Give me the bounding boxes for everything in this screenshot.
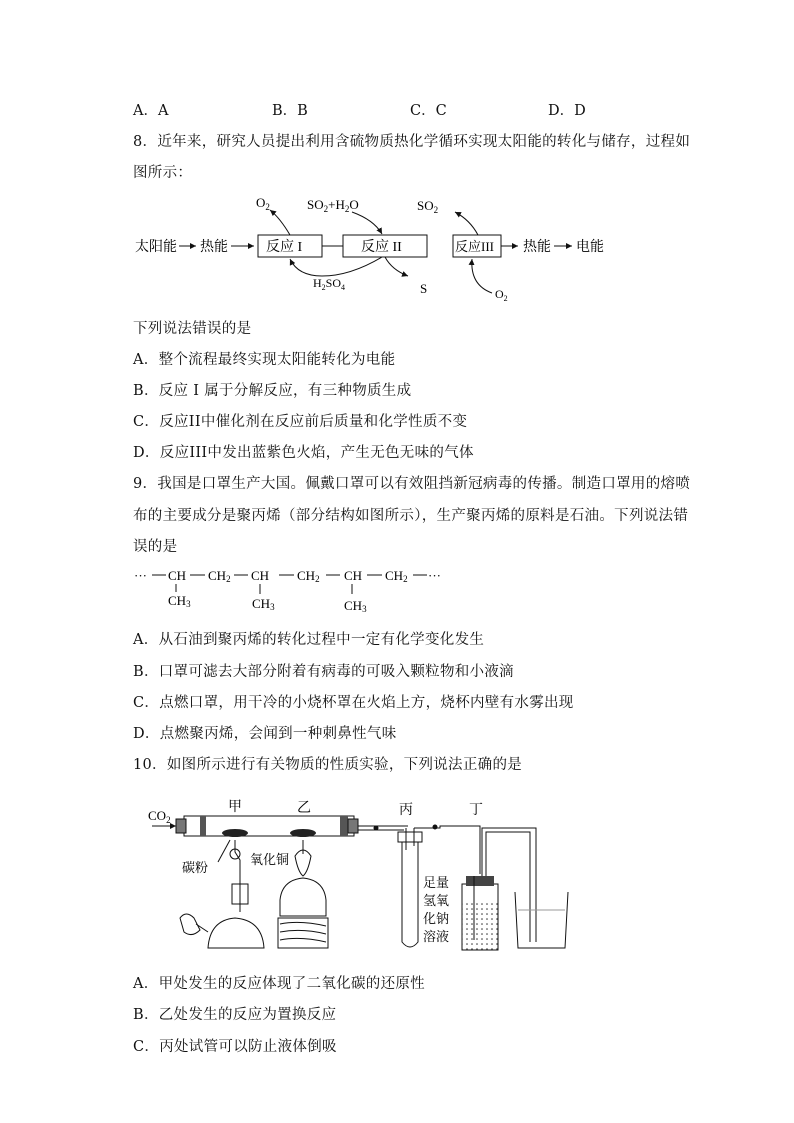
solar-energy-label: 太阳能 <box>135 240 177 255</box>
label-jia: 甲 <box>228 800 242 815</box>
arrow-s-out <box>385 257 408 276</box>
connector-tube-2 <box>414 826 480 874</box>
label-ding: 丁 <box>469 803 483 818</box>
q8-option-a: A．整个流程最终实现太阳能转化为电能 <box>133 352 396 368</box>
test-tube-stopper <box>398 832 422 842</box>
label-yi: 乙 <box>297 801 311 816</box>
naoh-label-2: 氢氧 <box>423 893 450 908</box>
q8-option-c: C．反应II中催化剂在反应前后质量和化学性质不变 <box>133 414 468 430</box>
q8-option-d: D．反应III中发出蓝紫色火焰，产生无色无味的气体 <box>133 445 474 461</box>
q10-stem: 10．如图所示进行有关物质的性质实验，下列说法正确的是 <box>133 757 523 773</box>
q9-stem-line2: 布的主要成分是聚丙烯（部分结构如图所示），生产聚丙烯的原料是石油。下列说法错 <box>133 508 689 524</box>
q9-option-b: B．口罩可滤去大部分附着有病毒的可吸入颗粒物和小液滴 <box>133 664 514 680</box>
q9-option-c: C．点燃口罩，用干冷的小烧杯罩在火焰上方，烧杯内壁有水雾出现 <box>133 695 574 711</box>
q10-option-c: C．丙处试管可以防止液体倒吸 <box>133 1039 337 1055</box>
alcohol-lamp <box>280 878 326 916</box>
q9-stem-line1: 9．我国是口罩生产大国。佩戴口罩可以有效阻挡新冠病毒的传播。制造口罩用的熔喷 <box>133 476 691 492</box>
so2-h2o-label: $SO_2+H_2O$ <box>307 197 359 214</box>
ch-group-1: CH <box>168 568 187 583</box>
ch3-branch-2: CH3 <box>252 596 275 612</box>
q10-option-b: B．乙处发生的反应为置换反应 <box>133 1007 337 1023</box>
burner-base <box>208 918 264 948</box>
chain-dots-right: ··· <box>428 568 441 583</box>
ch2-group-3: CH2 <box>385 568 408 584</box>
label-bing: 丙 <box>399 803 413 818</box>
arrow-o2-in <box>472 259 492 293</box>
q9-option-a: A．从石油到聚丙烯的转化过程中一定有化学变化发生 <box>133 632 485 648</box>
heat-energy-label-1: 热能 <box>200 240 228 255</box>
copper-oxide <box>290 829 316 837</box>
ch2-group-2: CH2 <box>297 568 320 584</box>
chain-dots-left: ··· <box>134 568 147 583</box>
carbon-pointer <box>218 840 230 862</box>
q8-stem-line2: 图所示： <box>133 165 193 181</box>
reaction-3-label: 反应III <box>455 239 494 254</box>
arrow-o2-out <box>270 210 290 235</box>
q7-option-c: C．C <box>410 103 447 119</box>
ch-group-2: CH <box>251 568 270 583</box>
beaker <box>515 892 568 948</box>
q8-cycle-diagram <box>130 190 630 310</box>
sulfur-label: S <box>420 281 428 296</box>
left-stopper <box>176 819 186 833</box>
right-plug <box>340 816 348 836</box>
naoh-label-3: 化钠 <box>423 911 450 926</box>
burner-hose <box>196 924 208 932</box>
so2-right-label: $SO_2$ <box>417 198 439 215</box>
reaction-2-label: 反应 II <box>361 240 402 255</box>
q7-option-a: A．A <box>133 103 169 119</box>
polypropylene-structure <box>130 564 450 616</box>
naoh-solution <box>462 900 498 950</box>
right-stopper <box>348 819 358 833</box>
q9-option-d: D．点燃聚丙烯，会闻到一种刺鼻性气味 <box>133 726 397 742</box>
electric-energy-label: 电能 <box>576 240 604 255</box>
heat-energy-label-2: 热能 <box>523 240 551 255</box>
ch2-group-1: CH2 <box>208 568 231 584</box>
wood-grain <box>280 922 326 942</box>
naoh-label-1: 足量 <box>423 875 450 890</box>
co2-label: $CO_2$ <box>148 808 171 825</box>
connector-joint <box>374 826 379 831</box>
q10-option-a: A．甲处发生的反应体现了二氧化碳的还原性 <box>133 976 425 992</box>
bottle-stopper <box>466 876 494 886</box>
carbon-label: 碳粉 <box>182 860 209 875</box>
q9-stem-line3: 误的是 <box>133 539 178 555</box>
left-plug <box>200 816 206 836</box>
o2-bottom-label: $O_2$ <box>495 287 508 303</box>
cuo-label: 氧化铜 <box>250 852 290 867</box>
reaction-1-label: 反应 I <box>266 240 303 255</box>
carbon-powder <box>222 829 248 837</box>
q7-option-b: B．B <box>272 103 308 119</box>
q7-option-d: D．D <box>548 103 586 119</box>
ch3-branch-3: CH3 <box>344 598 367 614</box>
q8-stem-line1: 8．近年来，研究人员提出利用含硫物质热化学循环实现太阳能的转化与储存，过程如 <box>133 134 691 150</box>
test-tube-bing <box>402 840 418 947</box>
ch-group-3: CH <box>344 568 363 583</box>
o2-top-label: $O_2$ <box>256 195 270 212</box>
naoh-label-4: 溶液 <box>423 929 450 944</box>
arrow-so2-h2o-in <box>352 212 382 234</box>
ch3-branch-1: CH3 <box>168 593 191 609</box>
q10-apparatus-diagram <box>140 792 570 964</box>
q8-prompt: 下列说法错误的是 <box>133 321 252 337</box>
q8-option-b: B．反应 I 属于分解反应，有三种物质生成 <box>133 383 412 399</box>
arrow-so2-out <box>455 212 478 235</box>
h2so4-label: $H_2SO_4$ <box>313 276 346 292</box>
glass-tube <box>184 816 354 836</box>
arrow-h2so4 <box>290 257 382 276</box>
connector-joint-2 <box>433 825 438 830</box>
